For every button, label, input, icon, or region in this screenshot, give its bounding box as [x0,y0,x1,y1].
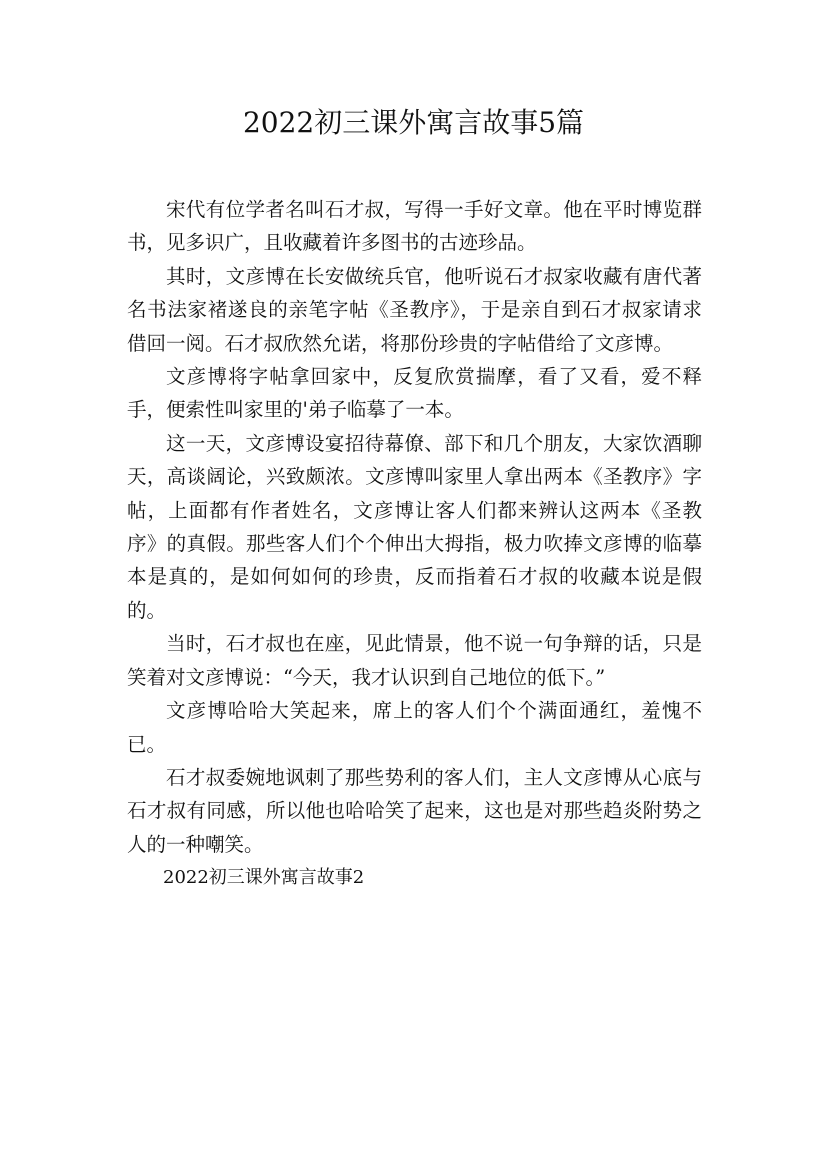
paragraph: 石才叔委婉地讽刺了那些势利的客人们，主人文彦博从心底与石才叔有同感，所以他也哈哈笑了起来，这也是对那些趋炎附势之人的一种嘲笑。 [127,765,702,856]
paragraph: 其时，文彦博在长安做统兵官，他听说石才叔家收藏有唐代著名书法家褚遂良的亲笔字帖《圣教序》，于是亲自到石才叔家请求借回一阅。石才叔欣然允诺，将那份珍贵的字帖借给了文彦博。 [127,264,702,355]
section-subheading: 2022初三课外寓言故事2 [163,867,365,889]
document-body [127,193,702,895]
paragraph: 宋代有位学者名叫石才叔，写得一手好文章。他在平时博览群书，见多识广，且收藏着许多图书的古迹珍品。 [127,198,702,255]
paragraph: 文彦博哈哈大笑起来，席上的客人们个个满面通红，羞愧不已。 [127,699,702,756]
paragraph: 文彦博将字帖拿回家中，反复欣赏揣摩，看了又看，爱不释手，便索性叫家里的'弟子临摹了一本。 [127,365,702,422]
paragraph: 这一天，文彦博设宴招待幕僚、部下和几个朋友，大家饮酒聊天，高谈阔论，兴致颇浓。文彦博叫家里人拿出两本《圣教序》字帖，上面都有作者姓名，文彦博让客人们都来辨认这两本《圣教序》的真假。那些客人们个个伸出大拇指，极力吹捧文彦博的临摹本是真的，是如何如何的珍贵，反而指着石才叔的收藏本说是假的。 [127,431,702,622]
paragraph: 当时，石才叔也在座，见此情景，他不说一句争辩的话，只是笑着对文彦博说：“今天，我才认识到自己地位的低下。” [127,632,702,689]
document-title: 2022初三课外寓言故事5篇 [242,106,585,139]
